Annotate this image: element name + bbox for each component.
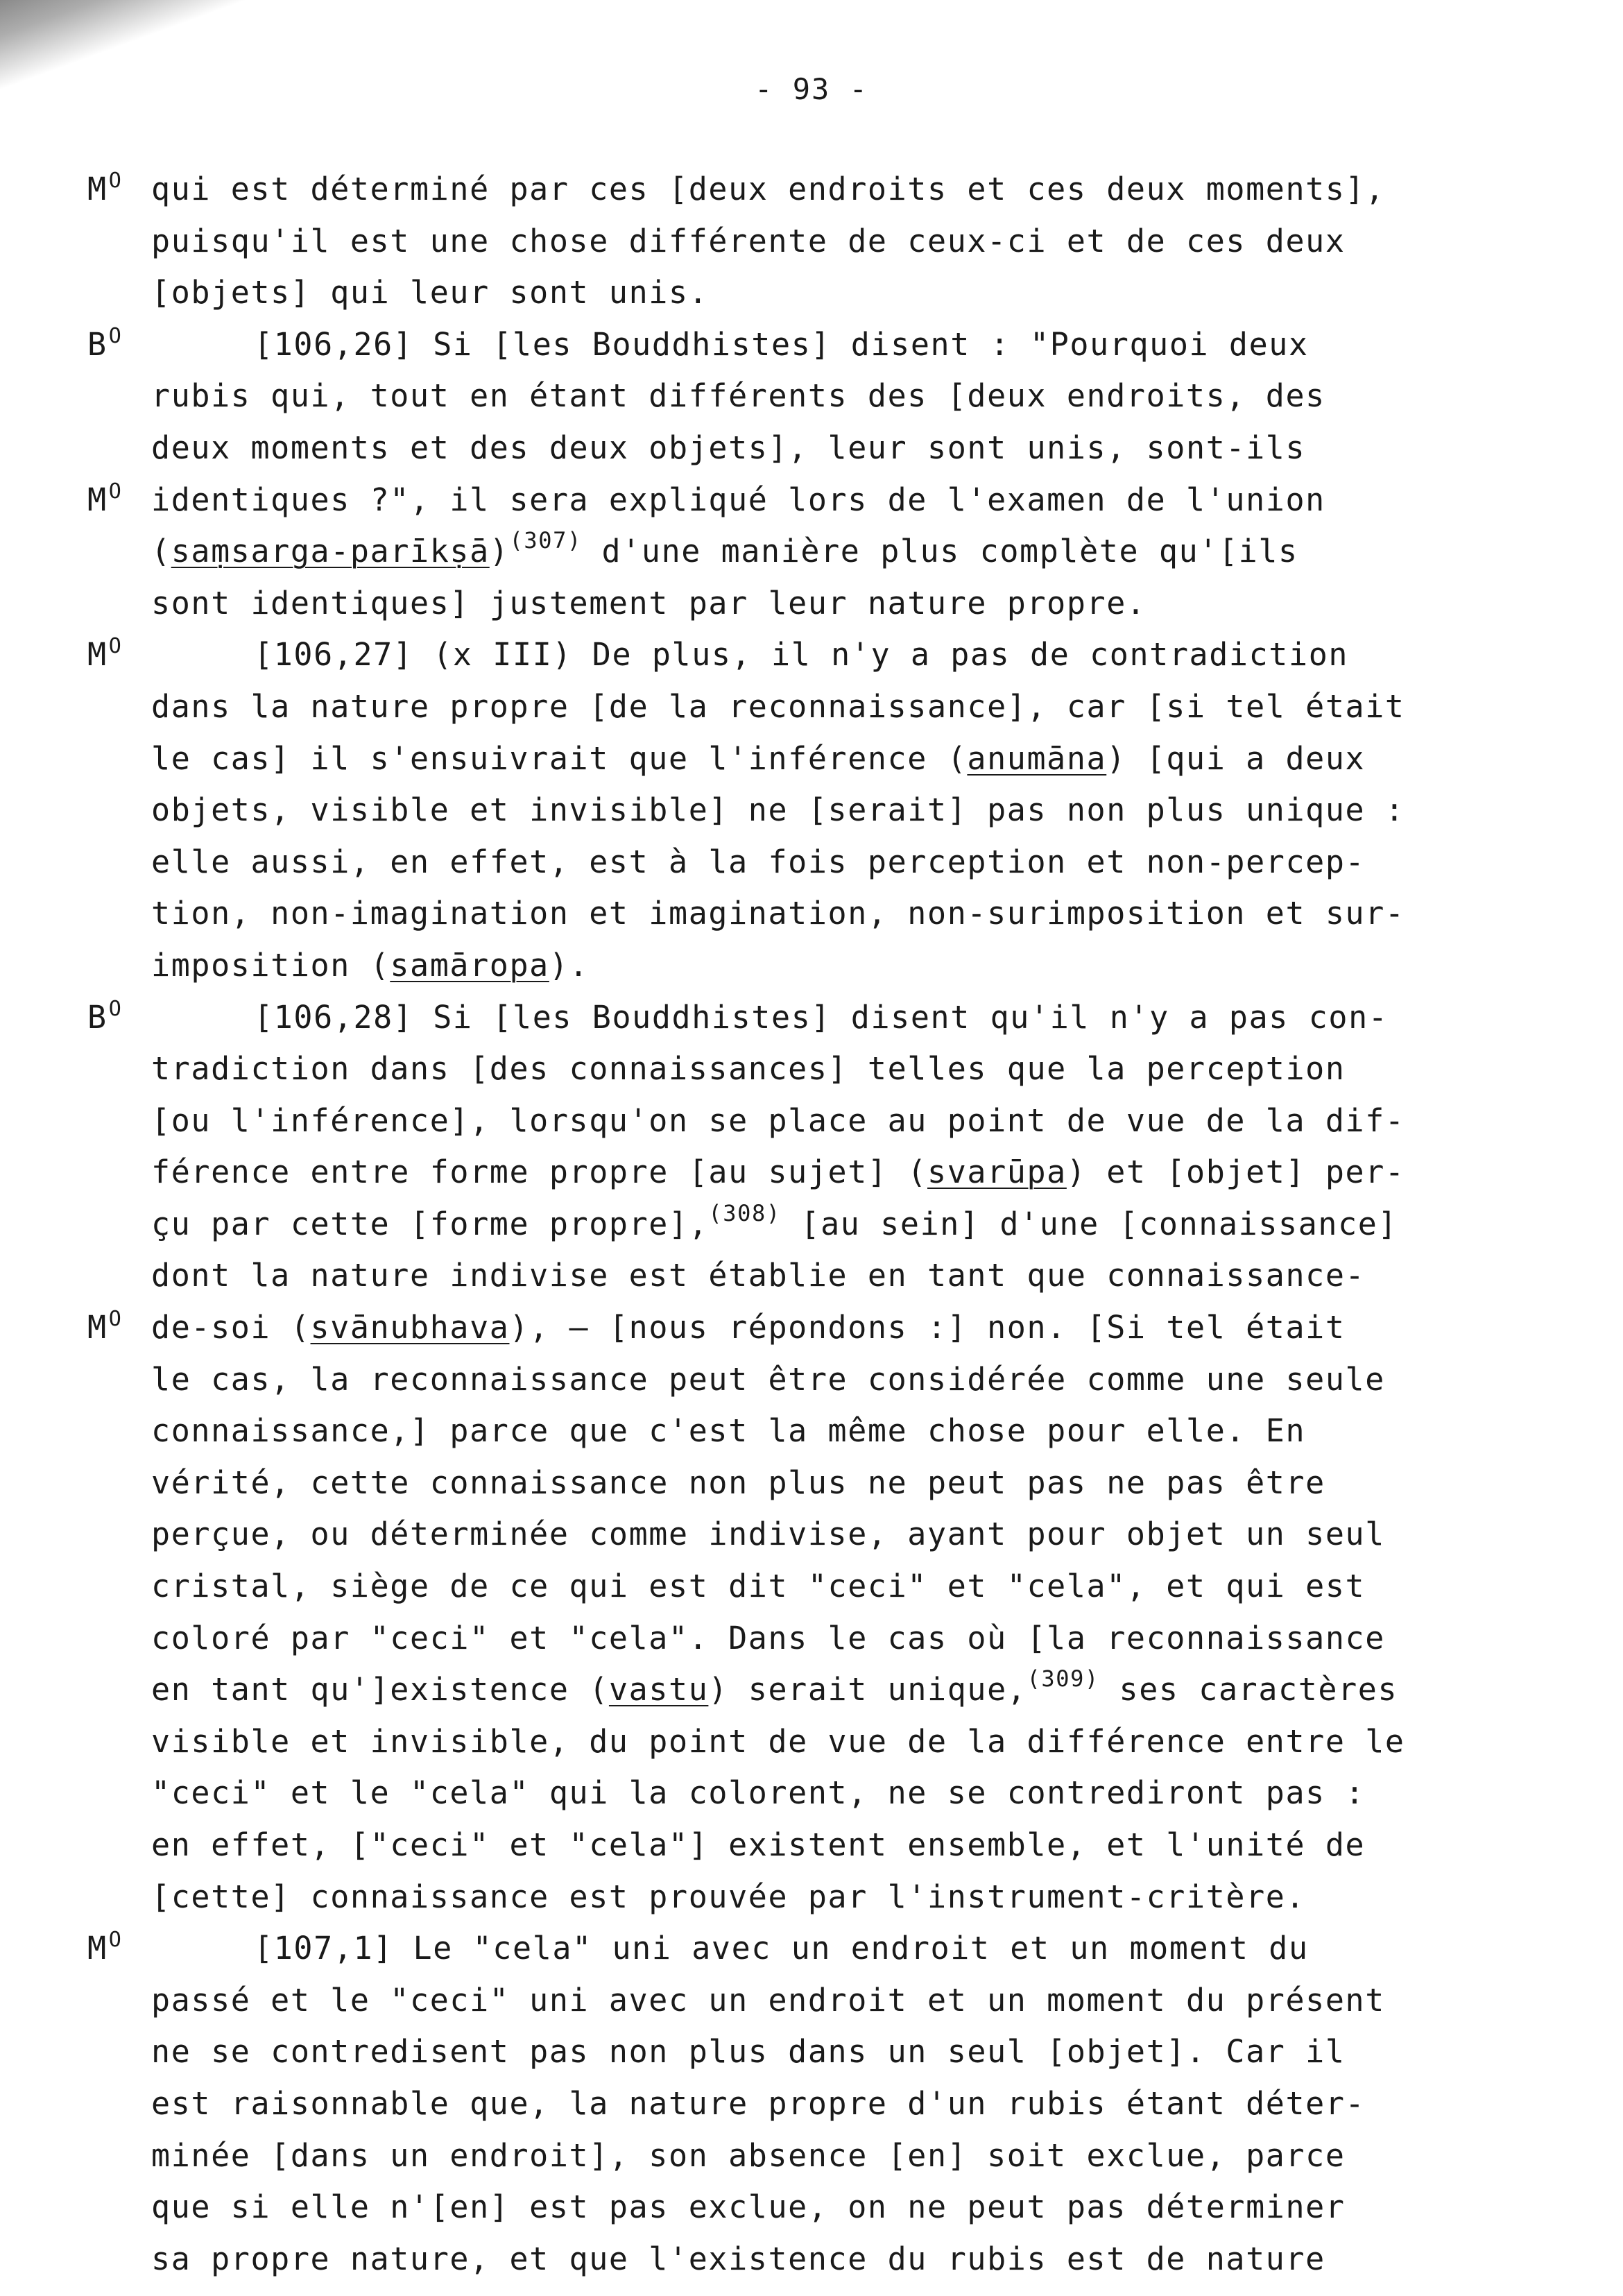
text-run: tion, non-imagination et imagination, non-surimposition et sur- [151,895,1405,932]
text-line [0,1664,1623,1716]
document-body [0,164,1623,2285]
margin-marker [87,629,122,685]
text-run: [106,28] Si [les Bouddhistes] disent qu'il n'y a pas con- [254,998,1389,1036]
text-line [0,733,1623,785]
text-line [0,2026,1623,2078]
text-line [0,2234,1623,2286]
margin-marker-letter: B [87,998,108,1036]
margin-marker-sup: O [108,1307,123,1332]
text-run: ) et [objet] per- [1066,1154,1405,1191]
line-text [151,216,1346,268]
text-line [0,1716,1623,1768]
line-text [151,2234,1325,2286]
text-line [0,1819,1623,1871]
text-run: visible et invisible, du point de vue de la différence entre le [151,1722,1405,1760]
text-line [0,1043,1623,1095]
sanskrit-term: saṃsarga-parīkṣā [171,533,490,570]
text-run: qui est déterminé par ces [deux endroits et ces deux moments], [151,171,1385,207]
line-text [151,681,1405,733]
line-text [254,1923,1309,1975]
text-run: [106,27] (x III) De plus, il n'y a pas de contradiction [254,636,1349,674]
text-line [0,1199,1623,1251]
text-run: imposition ( [151,946,390,984]
text-line [0,1250,1623,1302]
text-run: ne se contredisent pas non plus dans un seul [objet]. Car il [151,2033,1346,2071]
line-text [151,1405,1305,1457]
text-run: [objets] qui leur sont unis. [151,274,709,311]
text-line [0,216,1623,268]
text-run: elle aussi, en effet, est à la fois perception et non-percep- [151,843,1366,880]
text-line [0,319,1623,371]
text-run: ) [489,533,510,570]
text-run: sa propre nature, et que l'existence du rubis est de nature [151,2240,1325,2277]
sanskrit-term: svarūpa [927,1154,1067,1191]
line-text [151,267,708,319]
margin-marker-letter: M [87,1930,108,1967]
text-run: [au sein] d'une [connaissance] [780,1205,1398,1242]
sanskrit-term: svānubhava [310,1309,510,1346]
line-text [151,1095,1405,1147]
text-line [0,940,1623,992]
text-line [0,526,1623,578]
text-run: puisqu'il est une chose différente de ceux-ci et de ces deux [151,222,1346,259]
line-text [151,888,1405,940]
line-text [151,1509,1385,1561]
text-line [0,1302,1623,1354]
text-run: dans la nature propre [de la reconnaissance], car [si tel était [151,687,1405,725]
margin-marker-sup: O [108,1928,123,1953]
text-line [0,837,1623,889]
line-text [151,2026,1346,2078]
text-run: dont la nature indivise est établie en tant que connaissance- [151,1257,1366,1294]
text-run: çu par cette [forme propre], [151,1205,709,1242]
margin-marker-sup: O [108,479,123,504]
margin-marker-sup: O [108,634,123,659]
text-run: ). [549,946,590,984]
margin-marker-sup: O [108,996,123,1021]
text-line [0,2078,1623,2130]
text-run: [ou l'inférence], lorsqu'on se place au point de vue de la dif- [151,1102,1405,1139]
text-run: ses caractères [1099,1671,1398,1708]
line-text [151,422,1305,474]
line-text [151,2182,1346,2234]
text-run: tradiction dans [des connaissances] telles que la perception [151,1050,1346,1088]
text-line [0,2182,1623,2234]
line-text [151,1354,1385,1406]
text-line [0,1457,1623,1509]
text-line [0,370,1623,422]
line-text [151,940,589,992]
text-line [0,1405,1623,1457]
text-run: ) [qui a deux [1106,739,1366,777]
text-run: en tant qu']existence ( [151,1671,609,1708]
text-line [0,785,1623,837]
line-text [151,1613,1385,1665]
text-run: passé et le "ceci" uni avec un endroit et un moment du présent [151,1981,1385,2019]
line-text [151,370,1325,422]
text-line [0,888,1623,940]
sanskrit-term: vastu [608,1671,709,1708]
margin-marker [87,992,122,1048]
line-text [151,2130,1346,2182]
line-text [254,319,1309,371]
text-run: connaissance,] parce que c'est la même chose pour elle. En [151,1412,1306,1450]
text-run: de-soi ( [151,1309,311,1346]
line-text [151,1716,1405,1768]
margin-marker-letter: B [87,325,108,363]
sanskrit-term: anumāna [967,739,1107,777]
text-line [0,1095,1623,1147]
line-text [151,837,1365,889]
text-run: [107,1] Le "cela" uni avec un endroit et un moment du [254,1930,1309,1967]
text-run: minée [dans un endroit], son absence [en] soit exclue, parce [151,2136,1346,2174]
text-line [0,1975,1623,2027]
line-text [151,164,1385,216]
line-text [151,526,1298,578]
text-line [0,681,1623,733]
line-text [151,474,1325,526]
text-line [0,164,1623,216]
footnote-ref: (309) [1027,1665,1099,1693]
text-run: [cette] connaissance est prouvée par l'instrument-critère. [151,1878,1306,1915]
margin-marker-letter: M [87,636,108,674]
line-text [254,992,1388,1044]
text-run: rubis qui, tout en étant différents des [deux endroits, des [151,377,1325,415]
text-line [0,474,1623,526]
text-run: ( [151,533,171,570]
text-run: "ceci" et le "cela" qui la colorent, ne se contrediront pas : [151,1774,1366,1812]
text-line [0,578,1623,630]
line-text [151,1147,1405,1199]
text-line [0,1354,1623,1406]
text-line [0,1613,1623,1665]
line-text [151,1250,1365,1302]
page-number: - 93 - [755,72,868,106]
footnote-ref: (308) [708,1199,781,1226]
sanskrit-term: samāropa [390,946,549,984]
text-run: [106,26] Si [les Bouddhistes] disent : "Pourquoi deux [254,325,1309,363]
line-text [151,1819,1365,1871]
text-run: le cas, la reconnaissance peut être considérée comme une seule [151,1360,1385,1398]
text-run: cristal, siège de ce qui est dit "ceci" et "cela", et qui est [151,1568,1366,1605]
text-line [0,1767,1623,1819]
text-run: que si elle n'[en] est pas exclue, on ne peut pas déterminer [151,2188,1346,2226]
margin-marker-letter: M [87,481,108,518]
margin-marker-letter: M [87,171,108,207]
text-run: ), — [nous répondons :] non. [Si tel était [509,1309,1346,1346]
text-line [0,1561,1623,1613]
line-text [151,1561,1365,1613]
text-line [0,1147,1623,1199]
margin-marker [87,1923,122,1979]
text-line [0,422,1623,474]
text-run: ) serait unique, [708,1671,1027,1708]
text-run: est raisonnable que, la nature propre d'un rubis étant déter- [151,2084,1366,2122]
line-text [151,1199,1398,1251]
line-text [151,1457,1325,1509]
text-line [0,992,1623,1044]
line-text [151,2078,1365,2130]
text-line [0,1509,1623,1561]
text-run: vérité, cette connaissance non plus ne peut pas ne pas être [151,1464,1325,1501]
line-text [151,578,1147,630]
text-run: coloré par "ceci" et "cela". Dans le cas où [la reconnaissance [151,1619,1385,1656]
text-line [0,1923,1623,1975]
text-line [0,267,1623,319]
text-line [0,1871,1623,1924]
line-text [151,785,1405,837]
margin-marker [87,1302,122,1358]
line-text [151,733,1365,785]
text-run: le cas] il s'ensuivrait que l'inférence ( [151,739,968,777]
margin-marker [87,474,122,531]
margin-marker [87,319,122,375]
line-text [254,629,1348,681]
margin-marker [87,164,122,220]
footnote-ref: (307) [509,527,582,554]
line-text [151,1871,1305,1924]
text-run: en effet, ["ceci" et "cela"] existent ensemble, et l'unité de [151,1826,1366,1863]
text-line [0,2130,1623,2182]
text-run: deux moments et des deux objets], leur sont unis, sont-ils [151,429,1306,466]
text-run: d'une manière plus complète qu'[ils [581,533,1298,570]
line-text [151,1975,1385,2027]
text-run: sont identiques] justement par leur nature propre. [151,584,1147,622]
text-run: perçue, ou déterminée comme indivise, ayant pour objet un seul [151,1516,1385,1553]
text-run: objets, visible et invisible] ne [serait] pas non plus unique : [151,791,1405,829]
margin-marker-sup: O [108,323,123,348]
line-text [151,1767,1365,1819]
text-run: identiques ?", il sera expliqué lors de l'examen de l'union [151,481,1325,518]
margin-marker-sup: O [108,169,123,193]
text-line [0,629,1623,681]
text-run: férence entre forme propre [au sujet] ( [151,1154,927,1191]
line-text [151,1302,1346,1354]
line-text [151,1664,1398,1716]
line-text [151,1043,1346,1095]
margin-marker-letter: M [87,1309,108,1346]
